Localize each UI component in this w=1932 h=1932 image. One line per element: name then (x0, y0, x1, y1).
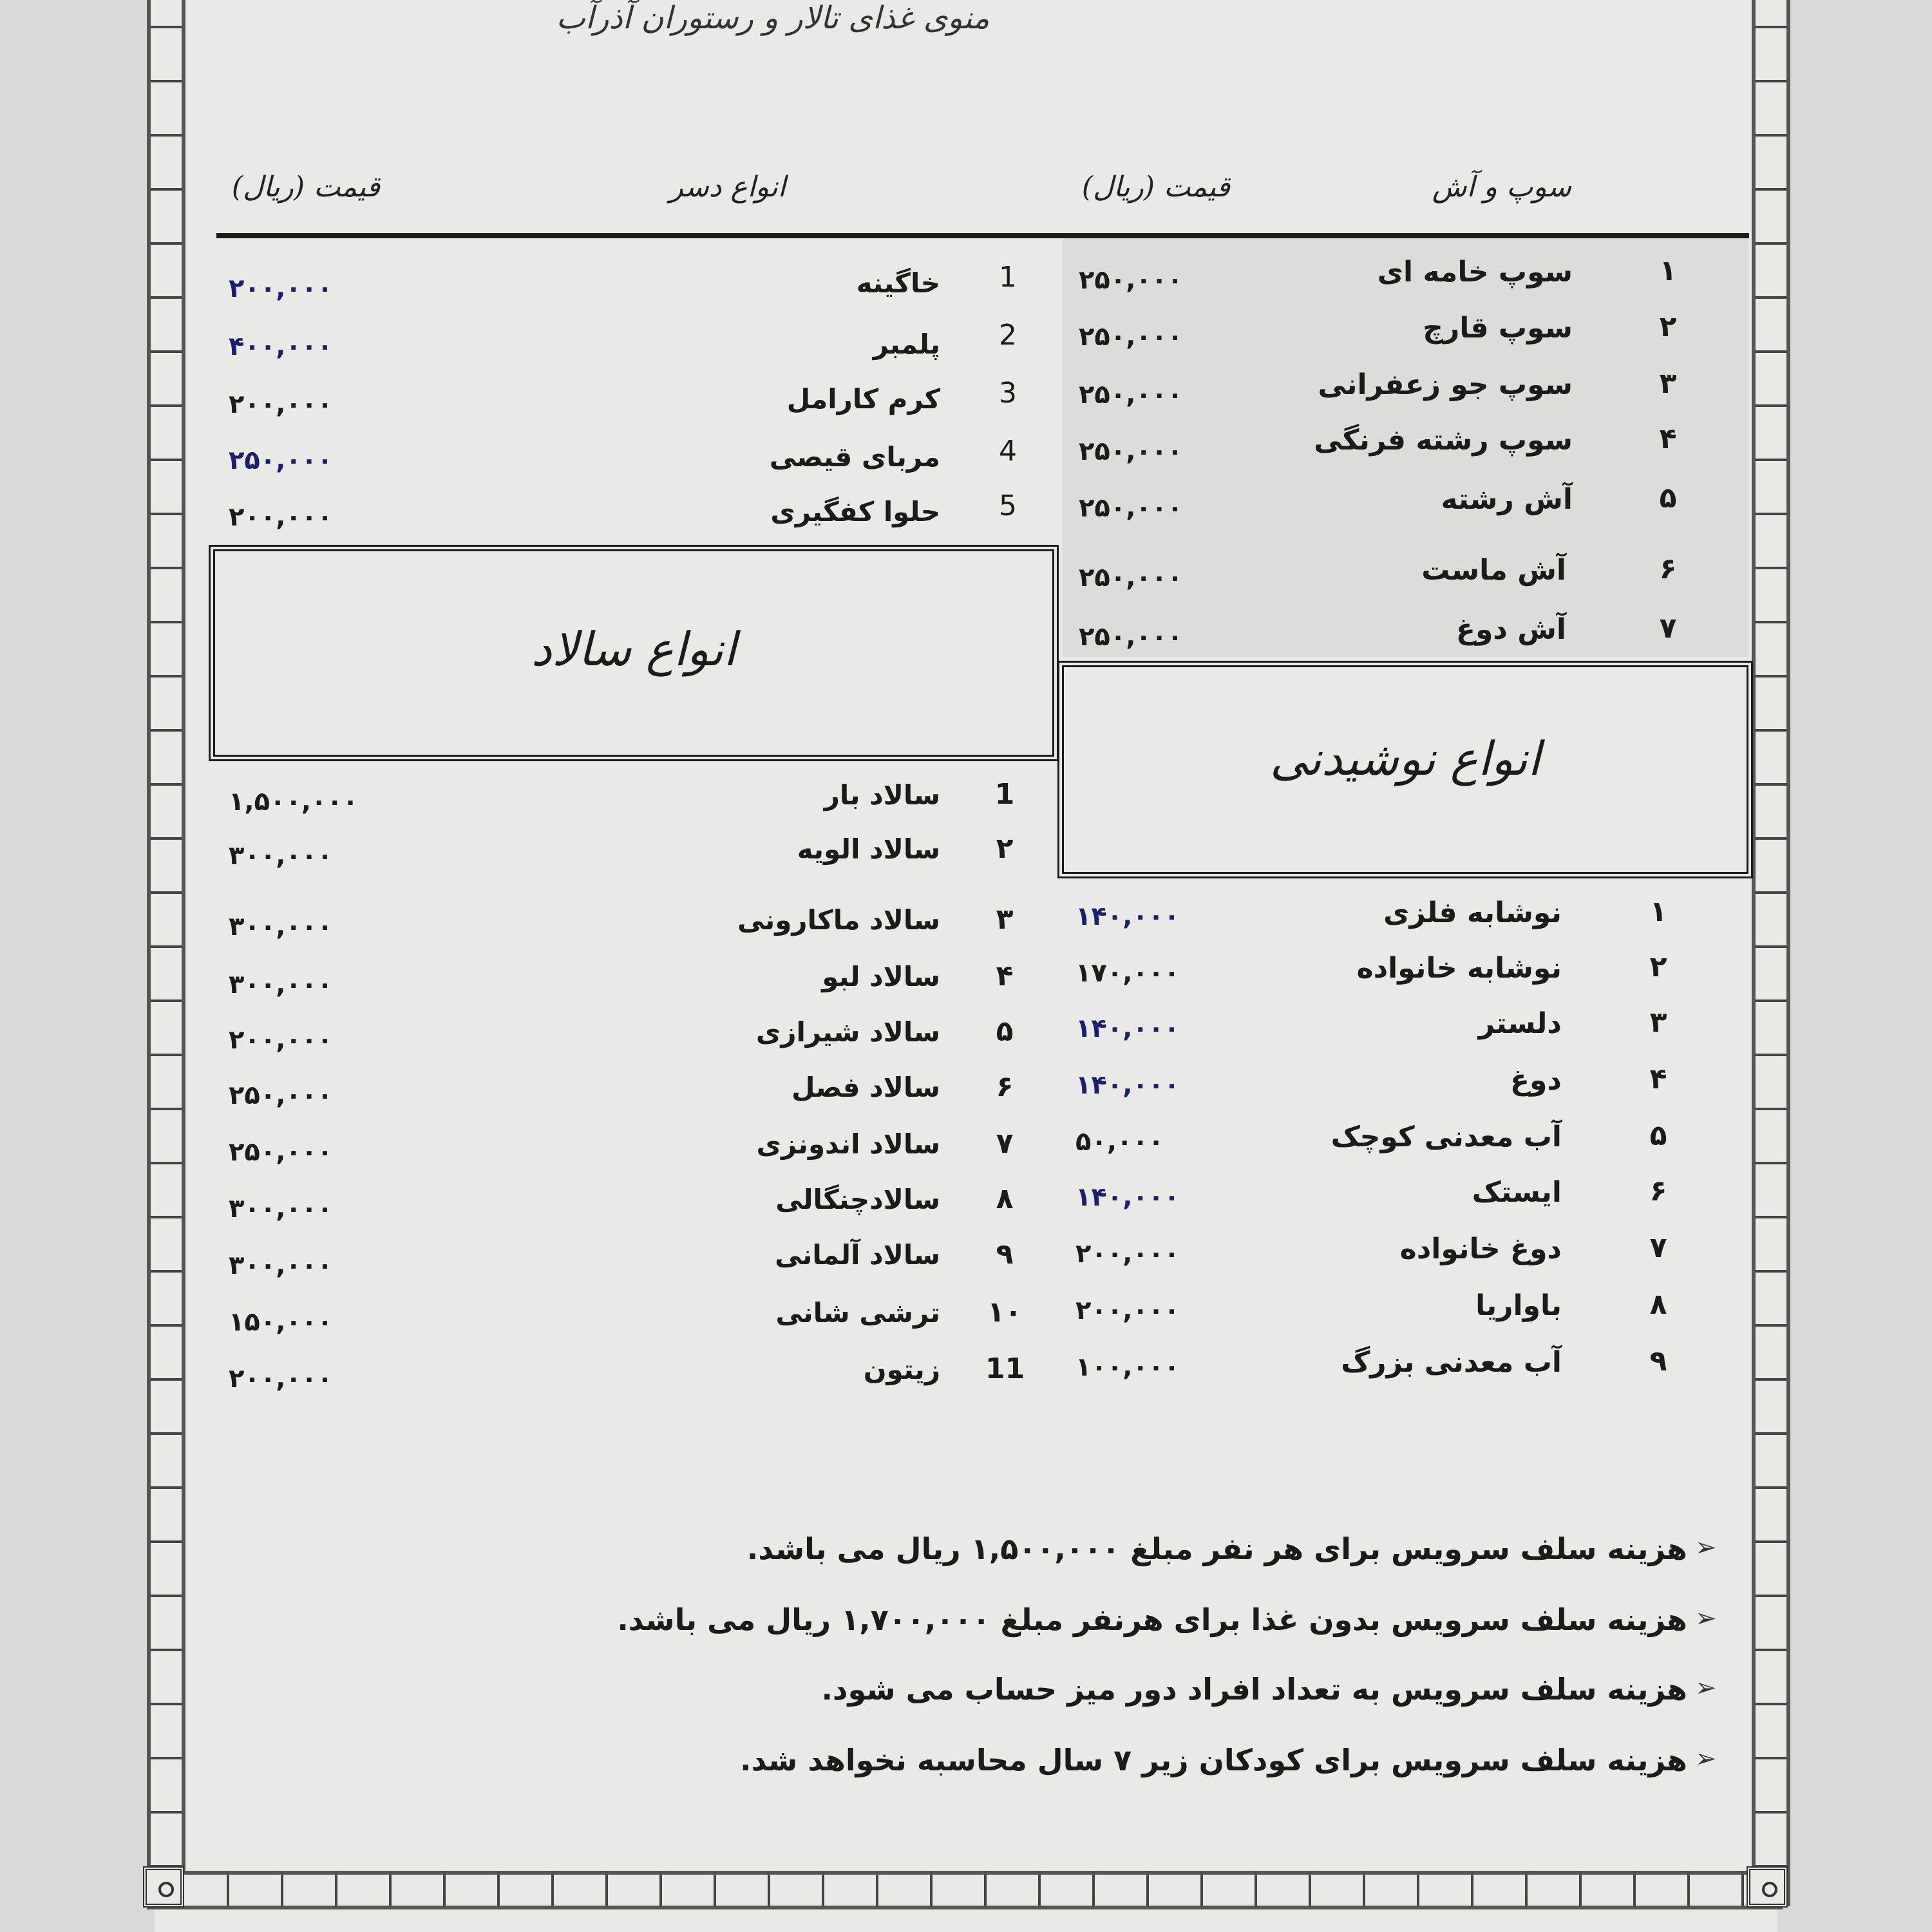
soup-price-header: قیمت (ریال) (1081, 171, 1230, 204)
row-number: ۸ (996, 1182, 1014, 1215)
row-number: ۴ (996, 960, 1014, 992)
item-price: ۵۰,۰۰۰ (1075, 1127, 1164, 1157)
item-price: ۳۰۰,۰۰۰ (229, 912, 333, 942)
list-item: سوپ رشته فرنگی (1314, 424, 1573, 457)
row-number: ۳ (1649, 1006, 1667, 1039)
row-number: 4 (999, 435, 1017, 468)
drinks-section-title-box (1057, 661, 1753, 878)
row-number: ۲ (996, 832, 1014, 865)
item-price: ۱,۵۰۰,۰۰۰ (229, 787, 359, 817)
salads-section-title-box (209, 545, 1059, 761)
item-price: ۲۵۰,۰۰۰ (229, 1081, 333, 1110)
row-number: ۵ (1659, 482, 1677, 515)
row-number: ۴ (1659, 422, 1677, 455)
item-price: ۱۴۰,۰۰۰ (1075, 1182, 1180, 1212)
row-number: ۶ (1649, 1175, 1667, 1208)
row-number: 2 (999, 319, 1017, 352)
item-price: ۲۰۰,۰۰۰ (229, 502, 333, 532)
row-number: ۸ (1649, 1288, 1667, 1321)
list-item: سالاد فصل (791, 1072, 940, 1103)
item-price: ۱۴۰,۰۰۰ (1075, 1014, 1180, 1043)
list-item: ترشی شانی (775, 1297, 940, 1329)
list-item: ایستک (1472, 1176, 1562, 1209)
item-price: ۱۴۰,۰۰۰ (1075, 1070, 1180, 1100)
row-number: ۷ (1649, 1231, 1667, 1264)
item-price: ۲۵۰,۰۰۰ (1079, 493, 1183, 523)
list-item: دلستر (1478, 1007, 1562, 1040)
item-price: ۲۰۰,۰۰۰ (1075, 1239, 1180, 1269)
row-number: ۱ (1649, 895, 1667, 928)
item-price: ۲۵۰,۰۰۰ (1079, 563, 1183, 592)
row-number: ۱۰ (987, 1296, 1022, 1329)
soup-header: سوپ و آش (1432, 171, 1571, 204)
footnote: هزینه سلف سرویس به تعداد افراد دور میز حساب می شود. (821, 1672, 1687, 1707)
note-marker-icon: ➢ (1695, 1744, 1717, 1774)
row-number: 5 (999, 489, 1017, 522)
menu-title: منوی غذای تالار و رستوران آذرآب (556, 0, 990, 36)
footnote: هزینه سلف سرویس بدون غذا برای هرنفر مبلغ ۱,۷۰۰,۰۰۰ ریال می باشد. (617, 1602, 1687, 1637)
list-item: سالاد بار (824, 779, 940, 811)
item-price: ۳۰۰,۰۰۰ (229, 970, 333, 999)
row-number: 1 (999, 261, 1017, 294)
item-price: ۲۰۰,۰۰۰ (229, 390, 333, 419)
row-number: ۶ (996, 1070, 1014, 1103)
list-item: سوپ خامه ای (1377, 256, 1573, 289)
list-item: آش ماست (1421, 554, 1566, 587)
item-price: ۲۵۰,۰۰۰ (1079, 265, 1183, 295)
row-number: 3 (999, 377, 1017, 410)
row-number: ۹ (1649, 1345, 1667, 1378)
footnote: هزینه سلف سرویس برای کودکان زیر ۷ سال محاسبه نخواهد شد. (740, 1743, 1687, 1777)
footnote: هزینه سلف سرویس برای هر نفر مبلغ ۱,۵۰۰,۰۰۰ ریال می باشد. (746, 1531, 1687, 1566)
border-corner-ornament (143, 1866, 184, 1908)
page-border-left (147, 0, 185, 1906)
dessert-header: انواع دسر (669, 171, 786, 204)
row-number: ۱ (1659, 254, 1677, 287)
list-item: آش رشته (1441, 483, 1573, 516)
item-price: ۴۰۰,۰۰۰ (229, 332, 333, 361)
item-price: ۲۰۰,۰۰۰ (229, 1025, 333, 1055)
dessert-price-header: قیمت (ریال) (231, 171, 380, 204)
page-border-right (1752, 0, 1790, 1906)
row-number: ۲ (1649, 951, 1667, 983)
list-item: باواریا (1475, 1289, 1562, 1322)
list-item: حلوا کفگیری (770, 496, 940, 527)
item-price: ۲۰۰,۰۰۰ (1075, 1296, 1180, 1325)
item-price: ۳۰۰,۰۰۰ (229, 1194, 333, 1224)
list-item: دوغ خانواده (1399, 1233, 1562, 1265)
row-number: ۵ (996, 1015, 1014, 1048)
row-number: ۹ (996, 1238, 1014, 1271)
row-number: ۳ (996, 903, 1014, 936)
list-item: سالاد اندونزی (756, 1128, 940, 1160)
item-price: ۲۰۰,۰۰۰ (229, 274, 333, 303)
row-number: ۷ (996, 1127, 1014, 1160)
page-border-bottom (147, 1871, 1783, 1909)
item-price: ۱۷۰,۰۰۰ (1075, 958, 1180, 988)
list-item: سالاد شیرازی (755, 1016, 940, 1048)
item-price: ۱۴۰,۰۰۰ (1075, 902, 1180, 931)
item-price: ۲۵۰,۰۰۰ (1079, 380, 1183, 410)
salads-title: انواع سالاد (531, 622, 737, 676)
list-item: دوغ (1510, 1064, 1562, 1097)
list-item: زیتون (863, 1354, 940, 1385)
row-number: ۷ (1659, 612, 1677, 645)
item-price: ۲۰۰,۰۰۰ (229, 1364, 333, 1394)
item-price: ۳۰۰,۰۰۰ (229, 841, 333, 871)
list-item: مربای قیصی (769, 441, 940, 473)
list-item: خاگینه (856, 267, 940, 299)
item-price: ۲۵۰,۰۰۰ (1079, 622, 1183, 652)
row-number: 1 (994, 778, 1015, 811)
item-price: ۲۵۰,۰۰۰ (1079, 322, 1183, 352)
row-number: ۲ (1659, 310, 1677, 343)
list-item: نوشابه خانواده (1356, 952, 1562, 985)
row-number: ۶ (1659, 553, 1677, 585)
list-item: سوپ جو زعفرانی (1318, 368, 1573, 401)
list-item: آب معدنی کوچک (1331, 1121, 1562, 1153)
list-item: سوپ قارچ (1423, 312, 1573, 345)
list-item: کرم کارامل (786, 383, 940, 415)
drinks-title: انواع نوشیدنی (1269, 732, 1541, 786)
list-item: سالاد ماکارونی (737, 904, 940, 936)
note-marker-icon: ➢ (1695, 1673, 1717, 1703)
list-item: سالاد لبو (822, 961, 940, 992)
item-price: ۲۵۰,۰۰۰ (1079, 437, 1183, 466)
row-number: ۳ (1659, 367, 1677, 400)
header-rule (216, 233, 1749, 238)
item-price: ۲۵۰,۰۰۰ (229, 1137, 333, 1167)
list-item: نوشابه فلزی (1383, 896, 1562, 929)
item-price: ۱۵۰,۰۰۰ (229, 1307, 333, 1337)
list-item: آش دوغ (1455, 613, 1566, 646)
row-number: ۴ (1649, 1063, 1667, 1095)
item-price: ۳۰۰,۰۰۰ (229, 1251, 333, 1280)
list-item: سالادچنگالی (775, 1184, 940, 1215)
list-item: سالاد الویه (797, 833, 940, 865)
list-item: آب معدنی بزرگ (1341, 1346, 1562, 1379)
row-number: ۵ (1649, 1119, 1667, 1152)
note-marker-icon: ➢ (1695, 1533, 1717, 1562)
list-item: سالاد آلمانی (775, 1239, 940, 1271)
row-number: 11 (985, 1352, 1025, 1385)
list-item: پلمبر (873, 328, 940, 360)
item-price: ۱۰۰,۰۰۰ (1075, 1352, 1180, 1382)
item-price: ۲۵۰,۰۰۰ (229, 446, 333, 475)
border-corner-ornament (1747, 1866, 1788, 1908)
note-marker-icon: ➢ (1695, 1604, 1717, 1633)
